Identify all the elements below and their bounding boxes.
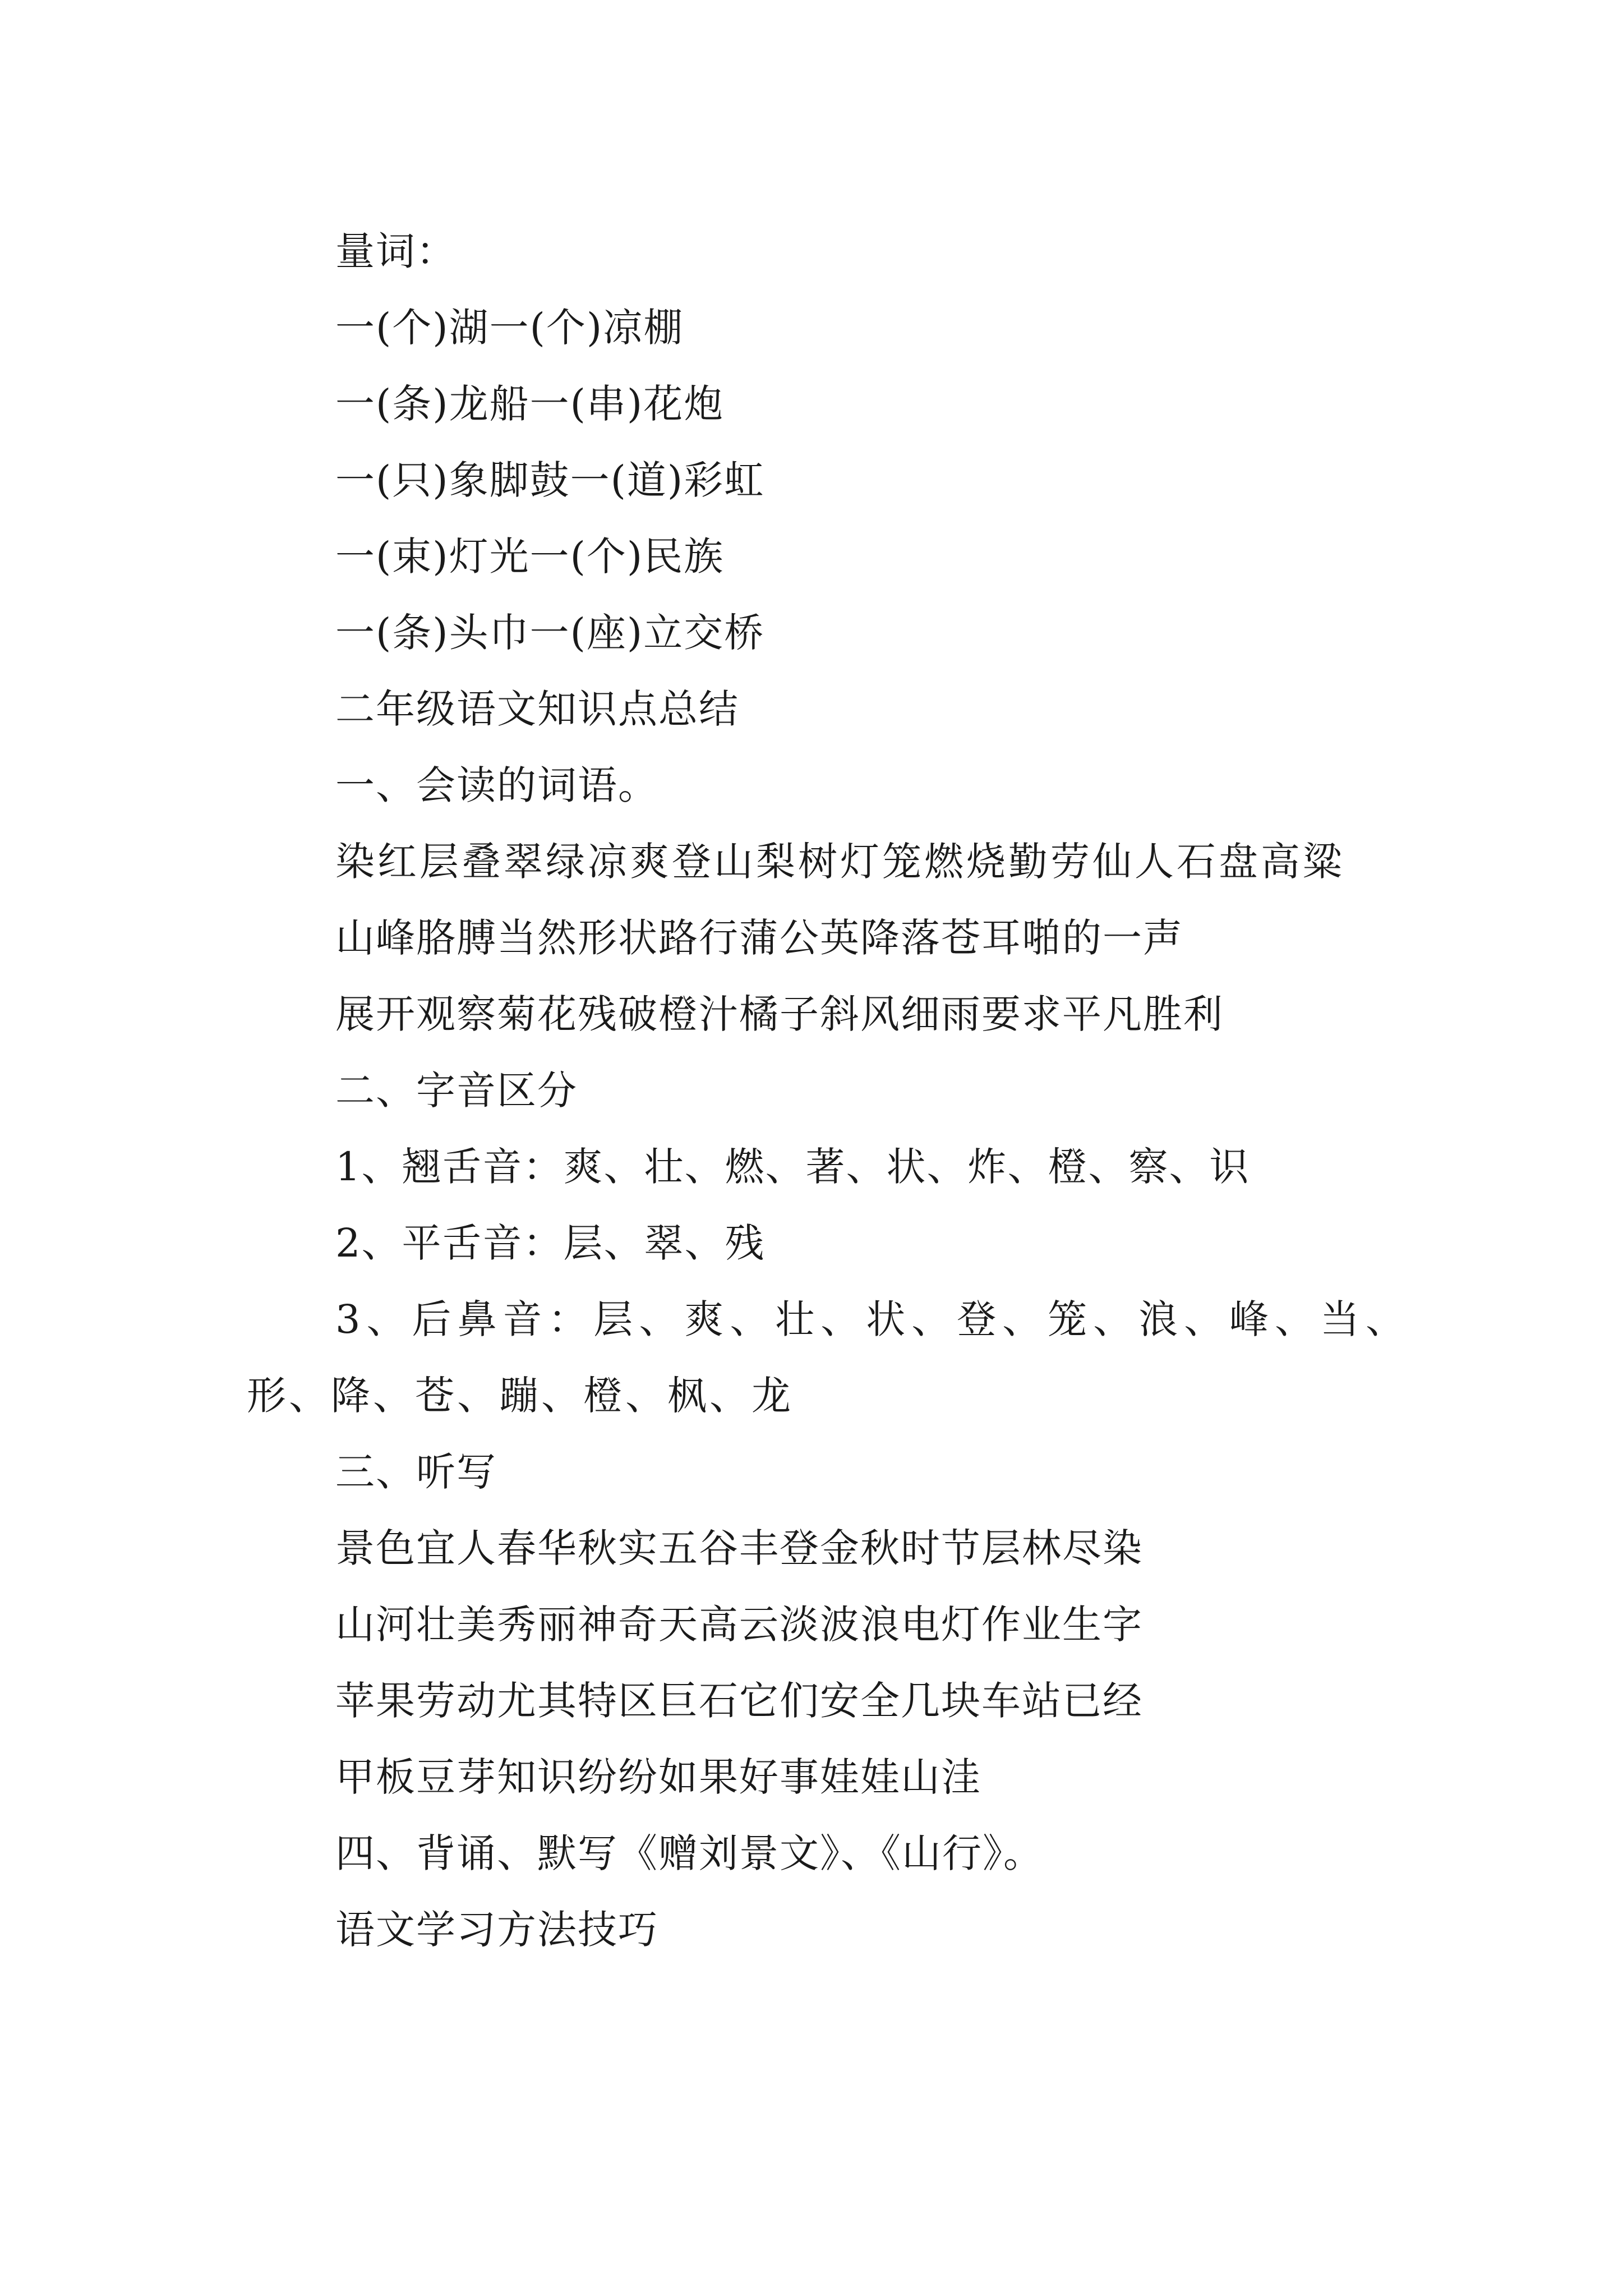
- text-paragraph: 染红层叠翠绿凉爽登山梨树灯笼燃烧勤劳仙人石盘高粱: [335, 839, 1345, 885]
- text-line: 一(只)象脚鼓一(道)彩虹: [335, 457, 765, 503]
- text-line: 山峰胳膊当然形状路行蒲公英降落苍耳啪的一声: [335, 915, 1183, 961]
- section-heading-study-tips: 语文学习方法技巧: [335, 1907, 658, 1953]
- text-line: 一(束)灯光一(个)民族: [335, 533, 725, 579]
- text-line: 一(个)湖一(个)凉棚: [335, 305, 684, 351]
- document-body: [247, 213, 1408, 1968]
- section-heading-measure-words: 量词：: [335, 228, 457, 274]
- section-heading-pronunciation: 二、字音区分: [335, 1068, 578, 1114]
- text-line: 景色宜人春华秋实五谷丰登金秋时节层林尽染: [335, 1525, 1143, 1571]
- text-paragraph: 3、后鼻音：层、爽、壮、状、登、笼、浪、峰、当、形、降、苍、蹦、橙、枫、龙: [247, 1296, 1408, 1419]
- text-line: 展开观察菊花残破橙汁橘子斜风细雨要求平凡胜利: [335, 991, 1224, 1037]
- text-line: 甲板豆芽知识纷纷如果好事娃娃山洼: [335, 1754, 981, 1800]
- text-line: 2、平舌音：层、翠、残: [335, 1220, 766, 1266]
- text-line: 苹果劳动尤其特区巨石它们安全几块车站已经: [335, 1678, 1143, 1724]
- document-title: 二年级语文知识点总结: [335, 686, 739, 732]
- text-line: 一(条)龙船一(串)花炮: [335, 381, 725, 427]
- text-line: 山河壮美秀丽神奇天高云淡波浪电灯作业生字: [335, 1602, 1143, 1648]
- section-heading-recitation: 四、背诵、默写《赠刘景文》、《山行》。: [335, 1830, 1044, 1876]
- text-line: 一(条)头巾一(座)立交桥: [335, 610, 765, 656]
- section-heading-dictation: 三、听写: [335, 1449, 497, 1495]
- text-line: 1、翘舌音：爽、壮、燃、著、状、炸、橙、察、识: [335, 1144, 1250, 1190]
- section-heading-reading-words: 一、会读的词语。: [335, 762, 658, 808]
